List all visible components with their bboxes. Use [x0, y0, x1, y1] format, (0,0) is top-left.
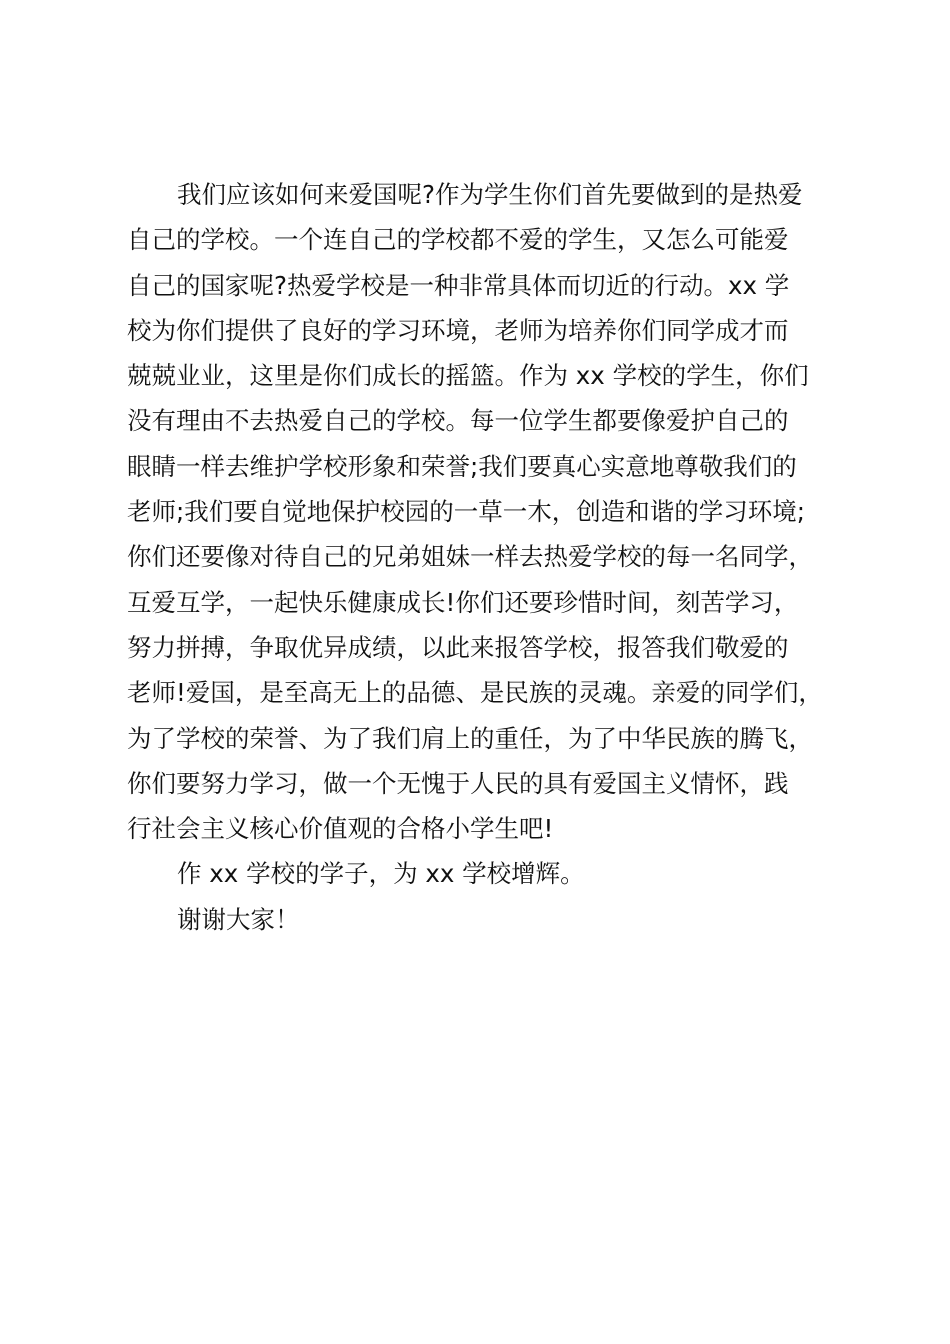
speech-text	[127, 172, 837, 942]
closing-line: 作 xx 学校的学子，为 xx 学校增辉。	[177, 859, 585, 889]
paragraph-line: 为了学校的荣誉、为了我们肩上的重任，为了中华民族的腾飞，	[127, 723, 813, 753]
paragraph-line: 没有理由不去热爱自己的学校。每一位学生都要像爱护自己的	[127, 406, 789, 436]
paragraph-line: 自己的国家呢?热爱学校是一种非常具体而切近的行动。xx 学	[127, 270, 790, 300]
paragraph-line: 校为你们提供了良好的学习环境，老师为培养你们同学成才而	[127, 315, 789, 345]
paragraph-line: 努力拼搏，争取优异成绩，以此来报答学校，报答我们敬爱的	[127, 632, 789, 662]
paragraph-line: 兢兢业业，这里是你们成长的摇篮。作为 xx 学校的学生，你们	[127, 361, 809, 391]
paragraph-line: 行社会主义核心价值观的合格小学生吧!	[127, 814, 554, 844]
paragraph-line: 眼睛一样去维护学校形象和荣誉;我们要真心实意地尊敬我们的	[127, 451, 797, 481]
thanks-line: 谢谢大家！	[177, 904, 300, 934]
paragraph-line: 互爱互学，一起快乐健康成长!你们还要珍惜时间，刻苦学习，	[127, 587, 799, 617]
paragraph-line: 自己的学校。一个连自己的学校都不爱的学生，又怎么可能爱	[127, 225, 789, 255]
paragraph-line: 老师;我们要自觉地保护校园的一草一木，创造和谐的学习环境;	[127, 497, 806, 527]
paragraph-line: 我们应该如何来爱国呢?作为学生你们首先要做到的是热爱	[177, 180, 803, 209]
paragraph-line: 老师!爱国，是至高无上的品德、是民族的灵魂。亲爱的同学们，	[127, 678, 823, 708]
paragraph-line: 你们要努力学习，做一个无愧于人民的具有爱国主义情怀，践	[127, 768, 789, 798]
paragraph-line: 你们还要像对待自己的兄弟姐妹一样去热爱学校的每一名同学，	[127, 542, 813, 572]
